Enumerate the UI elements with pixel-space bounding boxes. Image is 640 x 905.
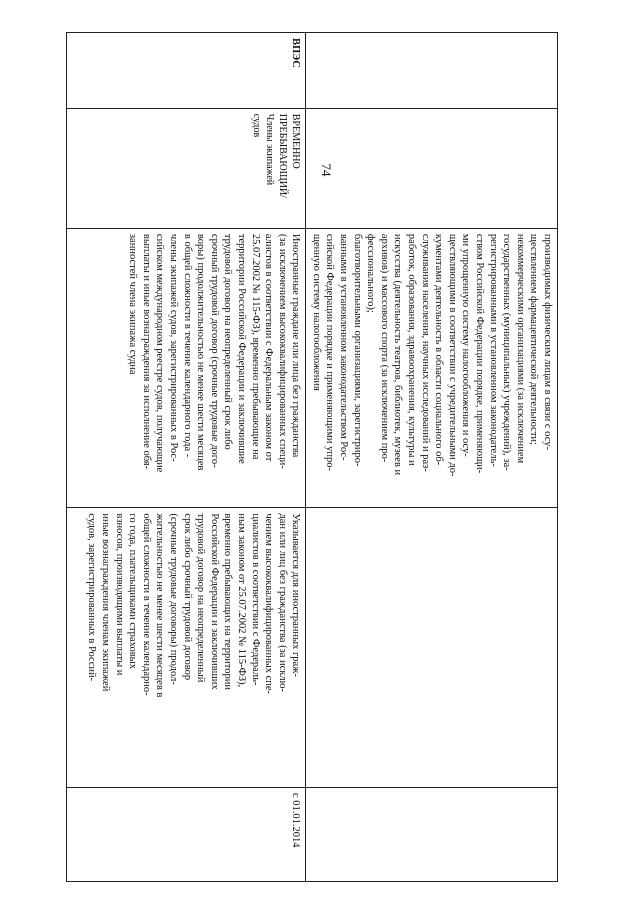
text-line: судов	[251, 113, 263, 138]
text-line: ществлением фармацевтической деятельности;	[528, 233, 540, 445]
text-line: регистрированными в установленном законодатель-	[487, 233, 499, 467]
text-line: судов, зарегистрированных в Россий-	[86, 513, 98, 682]
page-number: 74	[319, 163, 334, 177]
text-line: чением высококвалифицированных спе-	[263, 513, 275, 695]
text-line: в общей сложности в течение календарного года -	[181, 233, 193, 458]
text-line: искусства (деятельность театров, библиотек, музеев и	[392, 233, 404, 476]
text-line: ством Российской Федерации порядке, применяющи-	[474, 233, 486, 474]
text-line: циалистов в соответствии с Федераль-	[249, 513, 261, 686]
text-line: ным законом от 25.07.2002 № 115-ФЗ),	[235, 513, 247, 688]
text-line: государственных (муниципальных) учреждений), за-	[501, 233, 513, 471]
text-line: служивания населения, научных исследований и раз-	[419, 233, 431, 472]
text-line: (срочные трудовые договоры) продол-	[167, 513, 179, 685]
text-line: территории Российской Федерации и заключившие	[235, 233, 247, 464]
rotated-table-container	[66, 32, 558, 882]
text-line: сийской Федерации порядке и применяющими упро-	[324, 233, 336, 471]
text-line: жительностью не менее шести месяцев в	[154, 513, 166, 698]
table-row-vpes	[67, 33, 306, 882]
text-line: 25.07.2002 № 115-ФЗ), временно пребывающие на	[249, 233, 261, 460]
text-line: ществляющими в соответствии с учредительными до-	[446, 233, 458, 477]
text-line: члены экипажей судов, зарегистрированных в Рос-	[167, 233, 179, 462]
text-line: ванными в установленном законодательством Рос-	[338, 233, 350, 461]
text-line: взносов, производящими выплаты и	[113, 513, 125, 676]
text-line: сийском международном реестре судов, получающие	[154, 233, 166, 473]
text-line: выплаты и иные вознаграждения за исполнение обя-	[140, 233, 152, 470]
text-line: работок, образования, здравоохранения, культуры и	[406, 233, 418, 466]
text-line: архивов) и массового спорта (за исключением про-	[378, 233, 390, 463]
text-line: иные вознаграждения членам экипажей	[100, 513, 111, 692]
code-cell	[306, 33, 558, 109]
text-line: дан или лиц без гражданства (за исклю-	[276, 513, 288, 692]
code-cell: ВПЭС	[67, 33, 306, 109]
text-line: общей сложности в течение календарно-	[140, 513, 152, 696]
text-line: временно пребывающих на территории	[222, 513, 234, 690]
text-line: ВРЕМЕННО	[290, 113, 302, 169]
note-cell	[67, 508, 306, 788]
text-line: го года, плательщиками страховых	[127, 513, 139, 669]
text-line: срок либо срочный трудовой договор	[181, 513, 193, 681]
text-line: ми упрощенную систему налогообложения и осу-	[460, 233, 472, 457]
text-line: Члены экипажей	[264, 113, 276, 186]
name-cell	[67, 108, 306, 228]
date-cell: с 01.01.2014	[67, 787, 306, 881]
note-cell	[306, 508, 558, 788]
description-cell	[67, 228, 306, 508]
date-cell	[306, 787, 558, 881]
text-line: воры) продолжительностью не менее шести месяцев	[195, 233, 207, 471]
text-line: (за исключением высококвалифицированных специ-	[276, 233, 288, 469]
text-line: Иностранные граждане или лица без гражданства	[290, 233, 302, 458]
text-line: ПРЕБЫВАЮЩИЙ/	[277, 113, 289, 198]
text-line: занностей члена экипажа судна	[127, 233, 139, 375]
text-line: алистов в соответствии с Федеральным законом от	[263, 233, 275, 462]
text-line: щенную систему налогообложения	[310, 233, 322, 391]
text-line: Указывается для иностранных граж-	[290, 513, 302, 677]
name-cell	[306, 108, 558, 228]
classification-table	[66, 32, 558, 882]
text-line: фессионального);	[365, 233, 377, 313]
text-line: срочный трудовой договор (срочные трудовые дого-	[208, 233, 220, 468]
description-cell	[306, 228, 558, 508]
text-line: некоммерческими организациями (за исключением	[514, 233, 526, 464]
text-line: трудовой договор на неопределенный срок либо	[222, 233, 234, 450]
text-line: трудовой договор на неопределенный	[195, 513, 207, 683]
text-line: кументами деятельность в области социального об-	[433, 233, 445, 466]
text-line: производимых физическим лицам в связи с осу-	[542, 233, 553, 450]
text-line: благотворительными организациями, зарегистриро-	[351, 233, 363, 467]
table-row-continuation	[306, 33, 558, 882]
text-line: Российской Федерации и заключивших	[208, 513, 220, 690]
